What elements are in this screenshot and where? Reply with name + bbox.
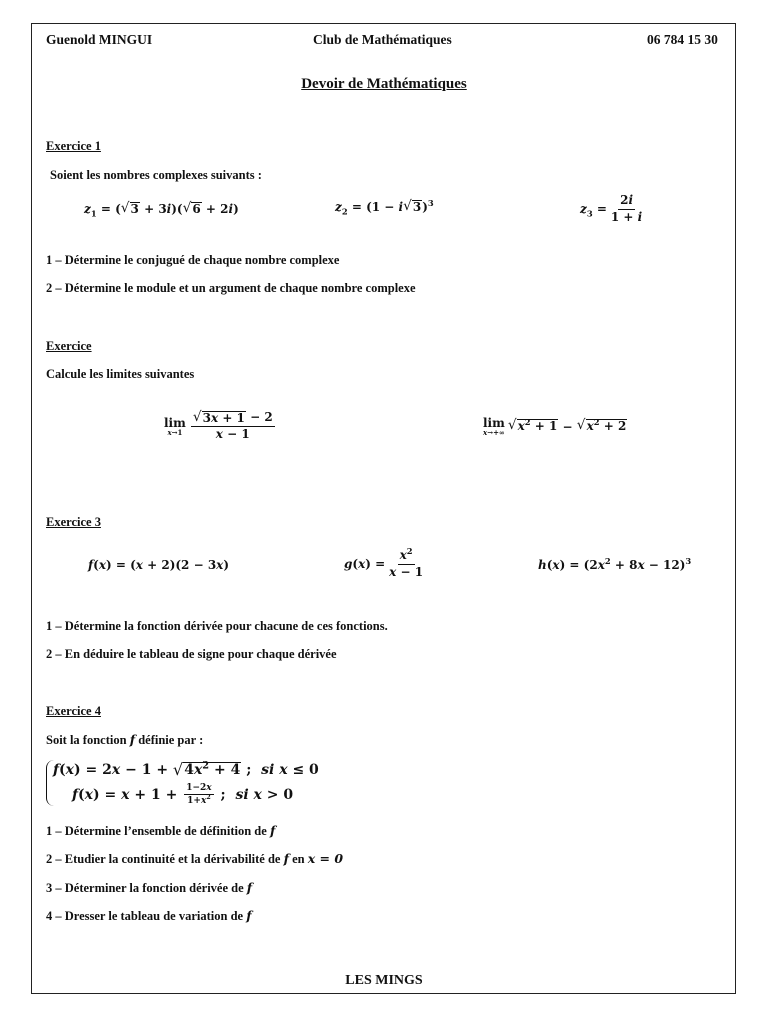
piecewise-case-2: f(x) = x + 1 + $\frac{1-2x}{1+x^2}$ ; si x > 0 [72,783,294,807]
function-f: f(x) = (x + 2)(2 − 3x) [88,558,230,572]
exercise-3-question-1: 1 – Détermine la fonction dérivée pour chacune de ces fonctions. [46,619,388,633]
exercise-1-intro: Soient les nombres complexes suivants : [50,168,262,182]
page-title: Devoir de Mathématiques [301,76,467,92]
exercise-1-heading: Exercice 1 [46,139,101,153]
equation-z2: $z_2 = (1 - i$ √ 3 )$^3$ [335,198,434,217]
header-phone: 06 784 15 30 [647,32,718,47]
function-g: g(x) = $\frac{x^2}{x - 1}$ [344,546,424,579]
equation-z3: $z_3$ = $\frac{2i}{1 + i}$ [580,193,643,224]
exercise-4-intro: Soit la fonction f définie par : [46,732,204,747]
exercise-2-heading: Exercice [46,339,92,353]
exercise-4-question-2: 2 – Etudier la continuité et la dérivabilité de f en x = 0 [46,851,344,866]
exercise-1-question-1: 1 – Détermine le conjugué de chaque nombre complexe [46,253,340,267]
exercise-2-intro: Calcule les limites suivantes [46,367,195,381]
function-h: $h(x) = (2x^2 + 8x - 12)^3$ [538,556,692,572]
limit-2: lim x→+∞ √ $x^2 + 1$ − √ $x^2 + 2$ [483,416,627,437]
exercise-4-question-1: 1 – Détermine l’ensemble de définition de f [46,823,276,838]
limit-1: lim x→1 √ 3x + 1 − 2 x − 1 [164,409,273,442]
exercise-4-question-3: 3 – Déterminer la fonction dérivée de f [46,880,253,895]
exercise-3-heading: Exercice 3 [46,515,101,529]
exercise-1-question-2: 2 – Détermine le module et un argument de chaque nombre complexe [46,281,416,295]
exercise-4-heading: Exercice 4 [46,704,101,718]
footer-label: LES MINGS [345,973,423,988]
piecewise-case-1: f(x) = 2x − 1 + √ $4x^2 + 4$ ; si x ≤ 0 [53,760,319,779]
header-club: Club de Mathématiques [313,32,452,47]
exercise-3-question-2: 2 – En déduire le tableau de signe pour chaque dérivée [46,647,337,661]
exercise-4-question-4: 4 – Dresser le tableau de variation de f [46,908,252,923]
equation-z1: $z_1$ = ( √ 3 + 3i)( √ 6 + 2i) [84,200,239,219]
header-author: Guenold MINGUI [46,32,153,47]
